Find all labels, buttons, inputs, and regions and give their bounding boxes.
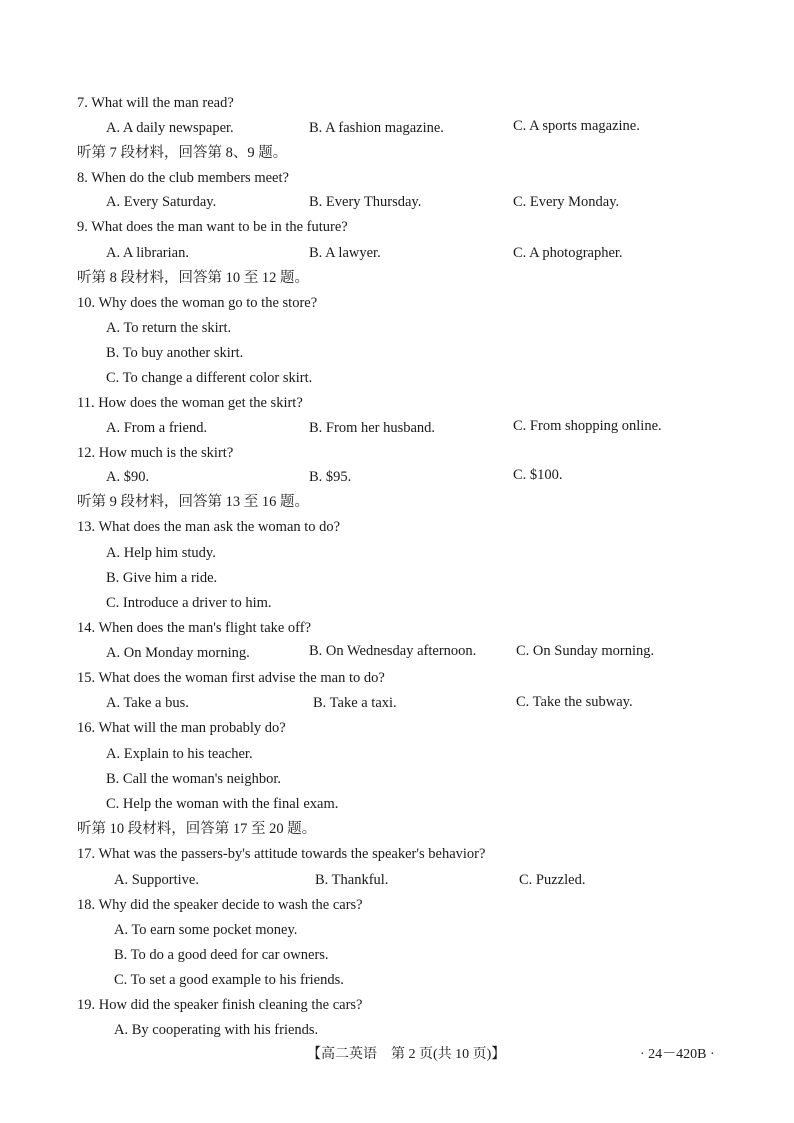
question-10: 10. Why does the woman go to the store? [77, 295, 318, 311]
q17-option-c: C. Puzzled. [519, 872, 586, 888]
question-8: 8. When do the club members meet? [77, 170, 289, 186]
q7-option-c: C. A sports magazine. [513, 118, 640, 134]
q15-option-b: B. Take a taxi. [313, 695, 397, 711]
q13-option-c: C. Introduce a driver to him. [106, 595, 272, 611]
question-12: 12. How much is the skirt? [77, 445, 234, 461]
section-instruction-7: 听第 7 段材料，回答第 8、9 题。 [77, 145, 288, 161]
q12-option-a: A. $90. [106, 469, 150, 485]
q10-option-c: C. To change a different color skirt. [106, 370, 313, 386]
q8-option-c: C. Every Monday. [513, 194, 620, 210]
q11-option-a: A. From a friend. [106, 420, 208, 436]
q12-option-b: B. $95. [309, 469, 352, 485]
q14-option-c: C. On Sunday morning. [516, 643, 655, 659]
question-19: 19. How did the speaker finish cleaning the cars? [77, 997, 363, 1013]
section-instruction-8: 听第 8 段材料，回答第 10 至 12 题。 [77, 270, 309, 286]
q10-option-b: B. To buy another skirt. [106, 345, 244, 361]
q13-option-a: A. Help him study. [106, 545, 216, 561]
page-footer-code: · 24－420B · [640, 1047, 715, 1062]
question-11: 11. How does the woman get the skirt? [77, 395, 303, 411]
q11-option-c: C. From shopping online. [513, 418, 662, 434]
q18-option-c: C. To set a good example to his friends. [114, 972, 344, 988]
section-instruction-9: 听第 9 段材料，回答第 13 至 16 题。 [77, 494, 309, 510]
question-7: 7. What will the man read? [77, 95, 234, 111]
q16-option-c: C. Help the woman with the final exam. [106, 796, 339, 812]
q13-option-b: B. Give him a ride. [106, 570, 218, 586]
q19-option-a: A. By cooperating with his friends. [114, 1022, 319, 1038]
question-13: 13. What does the man ask the woman to do? [77, 519, 341, 535]
page-footer-label: 【高二英语 第 2 页(共 10 页)】 [307, 1047, 506, 1062]
section-instruction-10: 听第 10 段材料，回答第 17 至 20 题。 [77, 821, 317, 837]
question-15: 15. What does the woman first advise the man to do? [77, 670, 385, 686]
question-9: 9. What does the man want to be in the future? [77, 219, 348, 235]
q7-option-b: B. A fashion magazine. [309, 120, 444, 136]
question-17: 17. What was the passers-by's attitude towards the speaker's behavior? [77, 846, 486, 862]
q15-option-a: A. Take a bus. [106, 695, 189, 711]
q7-option-a: A. A daily newspaper. [106, 120, 234, 136]
question-16: 16. What will the man probably do? [77, 720, 286, 736]
question-18: 18. Why did the speaker decide to wash the cars? [77, 897, 363, 913]
q8-option-b: B. Every Thursday. [309, 194, 422, 210]
q17-option-a: A. Supportive. [114, 872, 199, 888]
q15-option-c: C. Take the subway. [516, 694, 633, 710]
q14-option-b: B. On Wednesday afternoon. [309, 643, 477, 659]
q10-option-a: A. To return the skirt. [106, 320, 232, 336]
q9-option-a: A. A librarian. [106, 245, 189, 261]
q14-option-a: A. On Monday morning. [106, 645, 250, 661]
q8-option-a: A. Every Saturday. [106, 194, 217, 210]
q17-option-b: B. Thankful. [315, 872, 389, 888]
question-14: 14. When does the man's flight take off? [77, 620, 312, 636]
q9-option-c: C. A photographer. [513, 245, 623, 261]
q11-option-b: B. From her husband. [309, 420, 436, 436]
q16-option-b: B. Call the woman's neighbor. [106, 771, 281, 787]
q18-option-a: A. To earn some pocket money. [114, 922, 298, 938]
q18-option-b: B. To do a good deed for car owners. [114, 947, 329, 963]
q16-option-a: A. Explain to his teacher. [106, 746, 253, 762]
q9-option-b: B. A lawyer. [309, 245, 381, 261]
q12-option-c: C. $100. [513, 467, 563, 483]
